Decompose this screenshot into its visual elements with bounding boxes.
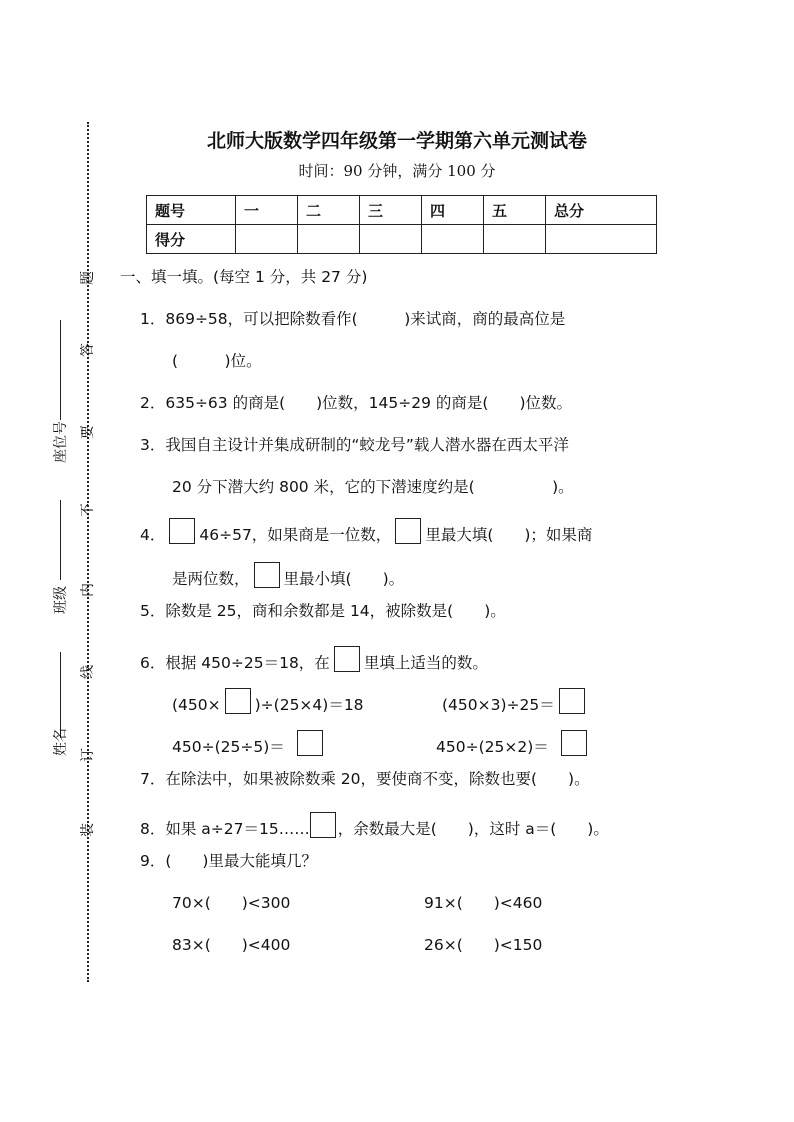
margin-char: 不 — [80, 503, 96, 517]
question-9-expr-1: 70×( )<300 — [172, 894, 291, 912]
question-4-text: 是两位数， — [172, 570, 250, 588]
question-6 — [140, 646, 488, 674]
name-label: 姓名 — [53, 728, 69, 756]
question-7: 7．在除法中，如果被除数乘 20，要使商不变，除数也要( )。 — [140, 770, 590, 788]
table-header-cell: 三 — [360, 196, 422, 225]
table-header-cell: 一 — [236, 196, 298, 225]
section-heading: 一、填一填。(每空 1 分，共 27 分) — [120, 268, 368, 286]
class-label: 班级 — [53, 586, 69, 614]
page-title: 北师大版数学四年级第一学期第六单元测试卷 — [206, 130, 587, 152]
margin-char: 装 — [80, 823, 96, 837]
question-1-line-1: 1．869÷58，可以把除数看作( )来试商，商的最高位是 — [140, 310, 566, 328]
score-table — [146, 195, 657, 254]
question-6-text: 6．根据 450÷25＝18，在 — [140, 654, 330, 672]
expr-text: (450× — [172, 696, 221, 714]
margin-char: 订 — [80, 748, 96, 762]
question-9-expr-2: 91×( )<460 — [424, 894, 543, 912]
binding-dotted-line — [87, 122, 89, 982]
class-field-line[interactable] — [60, 500, 61, 580]
question-6-expr-3 — [172, 730, 327, 758]
question-3-line-2: 20 分下潜大约 800 米，它的下潜速度约是( )。 — [172, 478, 574, 496]
table-header-cell: 四 — [422, 196, 484, 225]
score-cell[interactable] — [236, 225, 298, 254]
question-4-line-1 — [140, 518, 592, 546]
question-6-expr-2 — [442, 688, 589, 716]
table-header-cell: 二 — [298, 196, 360, 225]
answer-box[interactable] — [254, 562, 280, 588]
question-4-line-2 — [172, 562, 404, 590]
answer-box[interactable] — [559, 688, 585, 714]
answer-box[interactable] — [561, 730, 587, 756]
table-header-cell: 总分 — [546, 196, 657, 225]
seat-label: 座位号 — [53, 421, 69, 463]
question-8 — [140, 812, 609, 840]
score-cell[interactable] — [360, 225, 422, 254]
answer-box[interactable] — [395, 518, 421, 544]
score-cell[interactable] — [298, 225, 360, 254]
question-8-text: ，余数最大是( )，这时 a＝( )。 — [337, 820, 609, 838]
question-4-text: 里最大填( )；如果商 — [425, 526, 593, 544]
table-header-cell: 题号 — [147, 196, 236, 225]
margin-char: 线 — [80, 665, 96, 679]
answer-box[interactable] — [225, 688, 251, 714]
score-row-label: 得分 — [147, 225, 236, 254]
question-6-expr-4 — [436, 730, 591, 758]
question-9-expr-4: 26×( )<150 — [424, 936, 543, 954]
exam-info: 时间：90 分钟，满分 100 分 — [298, 162, 496, 180]
question-4-number: 4． — [140, 526, 166, 544]
score-cell[interactable] — [422, 225, 484, 254]
question-9: 9．( )里最大能填几？ — [140, 852, 317, 870]
table-header-cell: 五 — [484, 196, 546, 225]
question-5: 5．除数是 25，商和余数都是 14，被除数是( )。 — [140, 602, 506, 620]
answer-box[interactable] — [169, 518, 195, 544]
margin-char: 题 — [80, 271, 96, 285]
score-cell[interactable] — [484, 225, 546, 254]
question-6-text: 里填上适当的数。 — [363, 654, 488, 672]
answer-box[interactable] — [334, 646, 360, 672]
score-table-score-row — [147, 225, 657, 254]
question-4-text: 里最小填( )。 — [283, 570, 405, 588]
expr-text: 450÷(25÷5)＝ — [172, 738, 285, 756]
expr-text: )÷(25×4)＝18 — [254, 696, 364, 714]
question-9-expr-3: 83×( )<400 — [172, 936, 291, 954]
score-table-header-row — [147, 196, 657, 225]
margin-char: 要 — [80, 425, 96, 439]
answer-box[interactable] — [297, 730, 323, 756]
question-8-text: 8．如果 a÷27＝15…… — [140, 820, 310, 838]
expr-text: (450×3)÷25＝ — [442, 696, 555, 714]
score-cell[interactable] — [546, 225, 657, 254]
question-3-line-1: 3．我国自主设计并集成研制的“蛟龙号”载人潜水器在西太平洋 — [140, 436, 569, 454]
question-1-line-2: ( )位。 — [172, 352, 262, 370]
expr-text: 450÷(25×2)＝ — [436, 738, 549, 756]
margin-char: 内 — [80, 583, 96, 597]
margin-char: 答 — [80, 343, 96, 357]
answer-box[interactable] — [310, 812, 336, 838]
seat-field-line[interactable] — [60, 320, 61, 420]
question-6-expr-1 — [172, 688, 364, 716]
question-2: 2．635÷63 的商是( )位数，145÷29 的商是( )位数。 — [140, 394, 572, 412]
question-4-text: 46÷57，如果商是一位数， — [199, 526, 392, 544]
